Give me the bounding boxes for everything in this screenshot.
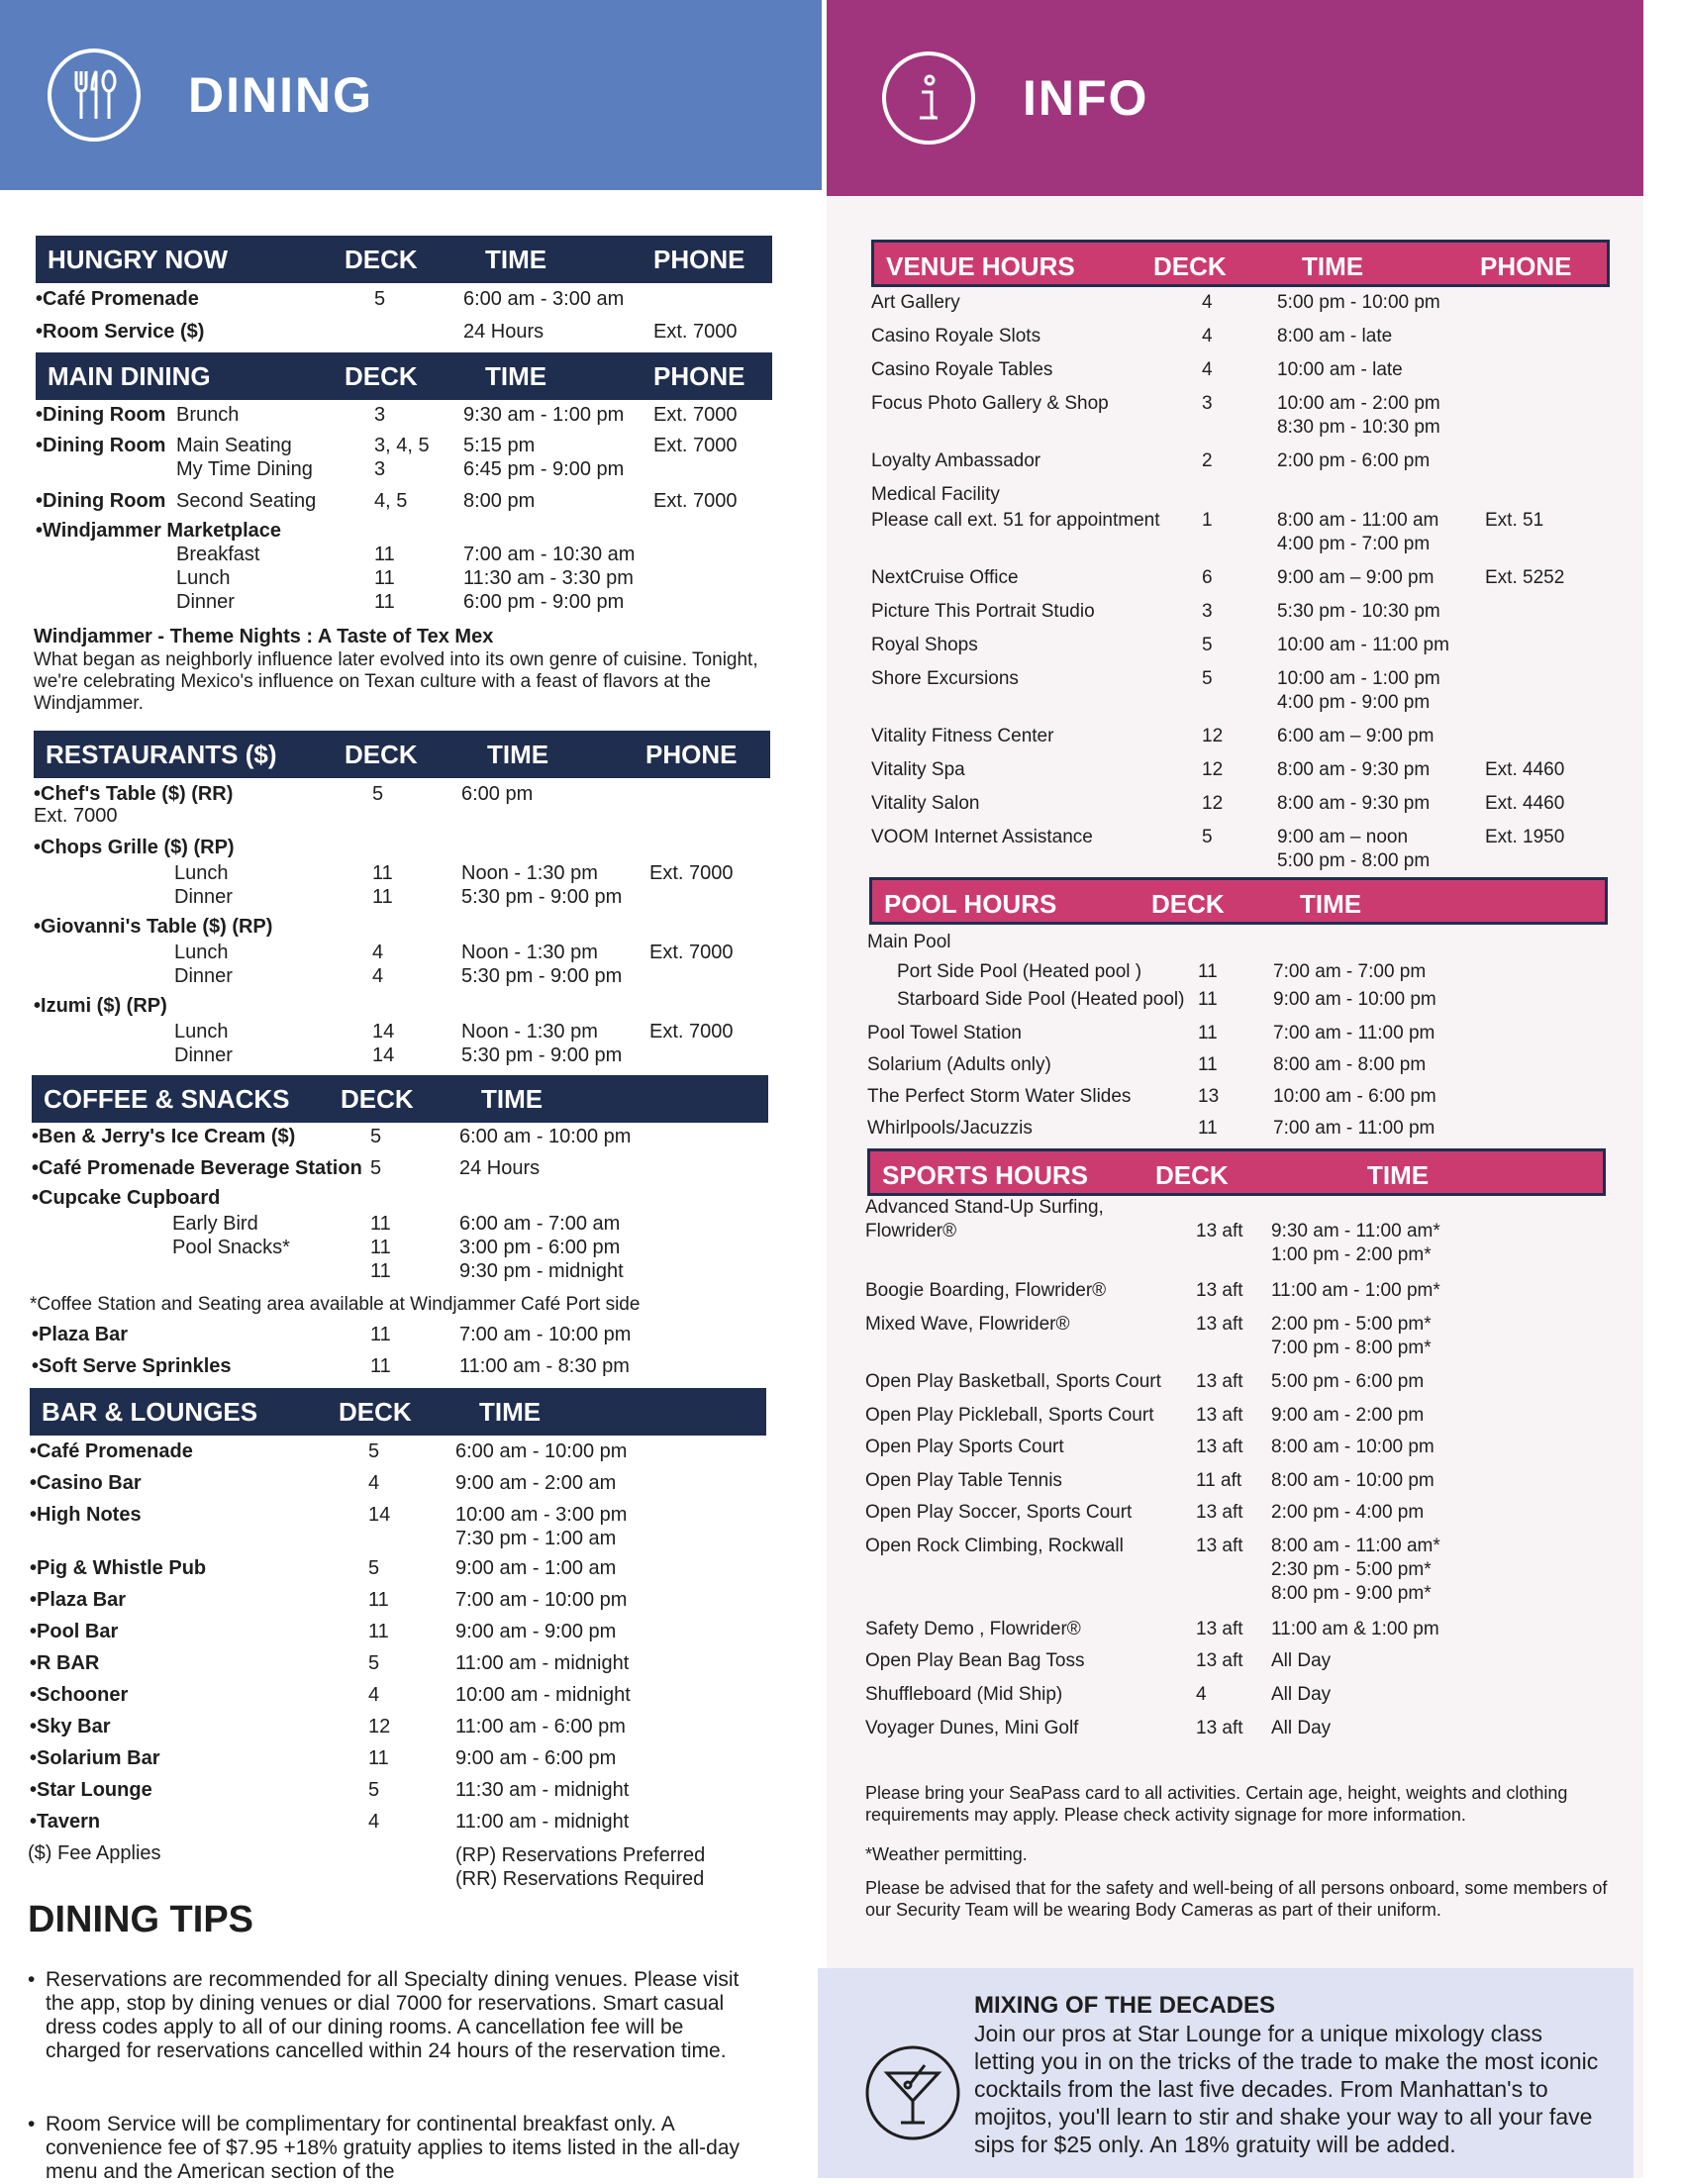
venue-name: Casino Royale Slots [871, 326, 1041, 347]
col-deck: DECK [1151, 889, 1225, 919]
time: 9:00 am – 9:00 pm [1277, 567, 1435, 588]
time: 7:00 am - 11:00 pm [1273, 1118, 1436, 1139]
time: 6:00 pm - 9:00 pm [463, 591, 625, 613]
time: Noon - 1:30 pm [461, 1021, 598, 1042]
time: 9:30 am - 1:00 pm [463, 404, 625, 426]
time: Noon - 1:30 pm [461, 942, 598, 963]
time: 5:00 pm - 10:00 pm [1277, 292, 1440, 313]
deck: 14 [372, 1044, 395, 1066]
time: 2:00 pm - 5:00 pm* [1271, 1314, 1432, 1335]
deck: 11 [1198, 1118, 1218, 1139]
time: All Day [1271, 1684, 1332, 1705]
meal-label: Dinner [176, 591, 235, 613]
deck: 11 [372, 886, 393, 908]
venue-name: Whirlpools/Jacuzzis [867, 1118, 1033, 1139]
deck: 5 [368, 1440, 380, 1462]
time: 8:00 pm - 9:00 pm* [1271, 1583, 1432, 1604]
deck: 11 [1198, 1054, 1218, 1075]
dining-tip [28, 1968, 760, 2063]
venue-name: • Dining Room [36, 403, 165, 427]
venue-name: • Pool Bar [30, 1620, 118, 1643]
venue-name: • Plaza Bar [30, 1588, 126, 1612]
time: 6:00 am - 3:00 am [463, 288, 625, 310]
time: 24 Hours [463, 321, 544, 343]
section-title: VENUE HOURS [886, 251, 1075, 281]
time: 7:00 pm - 8:00 pm* [1271, 1338, 1432, 1358]
col-phone: PHONE [1480, 251, 1572, 281]
phone: Ext. 7000 [653, 321, 738, 343]
deck: 11 [1198, 1023, 1218, 1043]
dining-tip-text: • Room Service will be complimentary for continental breakfast only. A convenience fee of $7.95 +18% gratuity applies to items listed in the all-day menu and the American section of the [46, 2113, 741, 2183]
deck: 12 [1202, 759, 1224, 780]
venue-name: • Café Promenade Beverage Station [32, 1156, 362, 1180]
venue-name: • Chops Grille ($) (RP) [34, 836, 235, 859]
col-time: TIME [1302, 251, 1364, 281]
deck: 3 [1202, 601, 1213, 622]
time: 10:00 am - 2:00 pm [1277, 393, 1440, 414]
col-time: TIME [1300, 889, 1362, 919]
time: 9:00 am - 2:00 pm [1271, 1405, 1425, 1426]
meal-label: Lunch [174, 942, 229, 963]
venue-name: VOOM Internet Assistance [871, 827, 1093, 847]
section-title: COFFEE & SNACKS [44, 1084, 290, 1114]
deck: 11 [368, 1747, 389, 1769]
meal-label: Main Seating [176, 435, 292, 456]
time: 8:00 am - 9:30 pm [1277, 759, 1431, 780]
deck: 3 [1202, 393, 1213, 414]
theme-nights-text: What began as neighborly influence later evolved into its own genre of cuisine. Tonight, we're celebrating Mexico's influence on Texan culture with a feast of flavors at the Windjammer. [34, 649, 758, 714]
meal-label: Dinner [174, 886, 233, 908]
time: 9:30 am - 11:00 am* [1271, 1221, 1440, 1241]
meal-label: Breakfast [176, 544, 260, 565]
time: 7:00 am - 10:00 pm [459, 1324, 632, 1345]
theme-nights-title: Windjammer - Theme Nights : A Taste of Tex Mex [34, 626, 494, 647]
deck: 5 [370, 1126, 382, 1147]
section-title: HUNGRY NOW [48, 245, 228, 274]
restaurants-header [34, 731, 770, 778]
venue-name: NextCruise Office [871, 567, 1019, 588]
deck: 4 [1196, 1684, 1207, 1705]
venue-name: • Sky Bar [30, 1715, 111, 1738]
time: 5:15 pm [463, 435, 536, 456]
deck: 13 aft [1196, 1619, 1243, 1639]
activity-name: Open Play Soccer, Sports Court [865, 1502, 1133, 1523]
deck: 11 aft [1196, 1470, 1242, 1491]
deck: 4 [372, 965, 384, 987]
time: 9:00 am - 10:00 pm [1273, 989, 1436, 1010]
deck: 4 [372, 942, 384, 963]
time: 9:00 am - 2:00 am [455, 1472, 617, 1494]
main-dining-header [36, 352, 772, 400]
venue-name: • Giovanni's Table ($) (RP) [34, 915, 272, 939]
time: 11:00 am - midnight [455, 1811, 630, 1833]
time: 9:00 am - 6:00 pm [455, 1747, 617, 1769]
dining-title: DINING [188, 67, 373, 123]
time: 10:00 am - midnight [455, 1684, 631, 1706]
deck: 4 [368, 1472, 380, 1494]
activity-name: Open Play Table Tennis [865, 1470, 1062, 1491]
time: 6:00 am – 9:00 pm [1277, 726, 1435, 746]
time: 7:00 am - 11:00 pm [1273, 1023, 1436, 1043]
time: 5:30 pm - 9:00 pm [461, 886, 623, 908]
activity-name: Open Play Basketball, Sports Court [865, 1371, 1161, 1392]
time: 3:00 pm - 6:00 pm [459, 1237, 621, 1258]
security-note: Please be advised that for the safety and well-being of all persons onboard, some members of our Security Team will be wearing Body Cameras as part of their uniform. [865, 1878, 1608, 1920]
deck: 11 [374, 567, 395, 589]
venue-name: • Tavern [30, 1810, 100, 1834]
phone: Ext. 7000 [649, 1021, 734, 1042]
rr-note: (RR) Reservations Required [455, 1868, 705, 1890]
venue-name: Art Gallery [871, 292, 960, 313]
venue-hours-header [871, 240, 1610, 287]
time: 6:00 pm [461, 783, 534, 805]
phone: Ext. 7000 [649, 862, 734, 884]
venue-name: Focus Photo Gallery & Shop [871, 393, 1109, 414]
venue-name: Vitality Salon [871, 793, 980, 814]
meal-label: Dinner [174, 965, 233, 987]
deck: 4 [1202, 326, 1213, 347]
deck: 13 aft [1196, 1437, 1243, 1457]
deck: 11 [370, 1213, 391, 1235]
section-title: SPORTS HOURS [882, 1160, 1089, 1190]
time: 5:30 pm - 9:00 pm [461, 1044, 623, 1066]
venue-name: Main Pool [867, 932, 951, 952]
venue-name: • Café Promenade [30, 1439, 193, 1463]
time: 8:00 pm [463, 490, 536, 512]
meal-label: Brunch [176, 404, 240, 426]
phone: Ext. 1950 [1485, 827, 1565, 847]
venue-name: Medical Facility [871, 484, 1000, 505]
deck: 11 [1198, 989, 1218, 1010]
meal-label: Pool Snacks* [172, 1237, 290, 1258]
venue-name: Pool Towel Station [867, 1023, 1022, 1043]
venue-name: • Plaza Bar [32, 1323, 128, 1346]
activity-name: Open Play Bean Bag Toss [865, 1650, 1085, 1671]
activity-name: Safety Demo , Flowrider® [865, 1619, 1081, 1639]
time: 2:00 pm - 4:00 pm [1271, 1502, 1425, 1523]
time: 11:00 am - 1:00 pm* [1271, 1280, 1440, 1301]
venue-name: • Chef's Table ($) (RR) [34, 782, 233, 806]
deck: 3 [374, 458, 386, 480]
time: 9:00 am – noon [1277, 827, 1409, 847]
phone: Ext. 7000 [34, 805, 118, 827]
deck: 11 [370, 1324, 391, 1345]
time: 10:00 am - 1:00 pm [1277, 668, 1440, 689]
deck: 13 aft [1196, 1280, 1243, 1301]
time: 10:00 am - 3:00 pm [455, 1504, 628, 1526]
activity-name: Advanced Stand-Up Surfing, [865, 1197, 1104, 1218]
deck: 2 [1202, 450, 1213, 471]
venue-name: • Schooner [30, 1683, 128, 1707]
time: 9:00 am - 1:00 am [455, 1557, 617, 1579]
deck: 13 aft [1196, 1536, 1243, 1556]
deck: 14 [368, 1504, 391, 1526]
time: 6:00 am - 7:00 am [459, 1213, 621, 1235]
info-banner [827, 0, 1643, 196]
section-title: POOL HOURS [884, 889, 1057, 919]
deck: 5 [368, 1652, 380, 1674]
col-time: TIME [1367, 1160, 1430, 1190]
time: 11:00 am - 6:00 pm [455, 1716, 626, 1737]
venue-name: • Solarium Bar [30, 1746, 160, 1770]
col-time: TIME [485, 245, 547, 274]
deck: 4 [1202, 359, 1213, 380]
activity-name: Boogie Boarding, Flowrider® [865, 1280, 1107, 1301]
venue-name: Casino Royale Tables [871, 359, 1053, 380]
time: 10:00 am - late [1277, 359, 1403, 380]
col-deck: DECK [1153, 251, 1227, 281]
activity-name: Flowrider® [865, 1221, 957, 1241]
deck: 13 aft [1196, 1718, 1243, 1738]
coffee-snacks-header [32, 1075, 768, 1123]
venue-name: Starboard Side Pool (Heated pool) [897, 989, 1185, 1010]
section-title: RESTAURANTS ($) [46, 740, 277, 769]
activity-name: Open Play Sports Court [865, 1437, 1064, 1457]
time: 9:30 pm - midnight [459, 1260, 624, 1282]
deck: 5 [1202, 668, 1213, 689]
venue-name: • High Notes [30, 1503, 142, 1527]
meal-label: Lunch [174, 1021, 229, 1042]
section-title: MAIN DINING [48, 361, 211, 391]
deck: 4 [368, 1811, 380, 1833]
venue-name: Port Side Pool (Heated pool ) [897, 961, 1142, 982]
bar-lounges-header [30, 1388, 766, 1436]
dining-tip [28, 2113, 760, 2184]
deck: 11 [368, 1621, 389, 1642]
mixing-title: MIXING OF THE DECADES [974, 1992, 1276, 2019]
time: Noon - 1:30 pm [461, 862, 598, 884]
col-phone: PHONE [645, 740, 738, 769]
activity-name: Mixed Wave, Flowrider® [865, 1314, 1070, 1335]
phone: Ext. 7000 [653, 435, 738, 456]
venue-name: • Room Service ($) [36, 320, 204, 344]
phone: Ext. 7000 [653, 404, 738, 426]
time: 4:00 pm - 7:00 pm [1277, 534, 1431, 554]
col-deck: DECK [341, 1084, 414, 1114]
time: 2:30 pm - 5:00 pm* [1271, 1559, 1432, 1580]
col-deck: DECK [339, 1397, 412, 1427]
time: 8:30 pm - 10:30 pm [1277, 417, 1440, 438]
deck: 5 [368, 1779, 380, 1801]
pool-hours-header [869, 877, 1608, 925]
deck: 12 [1202, 726, 1224, 746]
phone: Ext. 51 [1485, 510, 1544, 531]
fee-note: ($) Fee Applies [28, 1842, 161, 1864]
time: 6:45 pm - 9:00 pm [463, 458, 625, 480]
time: 8:00 am - 10:00 pm [1271, 1470, 1435, 1491]
venue-name: Loyalty Ambassador [871, 450, 1041, 471]
time: All Day [1271, 1718, 1332, 1738]
rp-note: (RP) Reservations Preferred [455, 1844, 706, 1866]
time: 11:00 am & 1:00 pm [1271, 1619, 1439, 1639]
venue-name: The Perfect Storm Water Slides [867, 1086, 1132, 1107]
venue-name: • Dining Room [36, 434, 165, 457]
deck: 4 [368, 1684, 380, 1706]
time: 7:00 am - 10:00 pm [455, 1589, 628, 1611]
time: 8:00 am - 8:00 pm [1273, 1054, 1427, 1075]
time: 2:00 pm - 6:00 pm [1277, 450, 1431, 471]
deck: 13 aft [1196, 1371, 1243, 1392]
phone: Ext. 7000 [649, 942, 734, 963]
venue-name: • Café Promenade [36, 287, 199, 311]
deck: 11 [370, 1260, 391, 1282]
deck: 11 [370, 1237, 391, 1258]
time: 5:30 pm - 9:00 pm [461, 965, 623, 987]
deck: 5 [1202, 635, 1213, 655]
section-title: BAR & LOUNGES [42, 1397, 258, 1427]
time: 8:00 am - late [1277, 326, 1393, 347]
deck: 13 aft [1196, 1405, 1243, 1426]
time: 11:00 am - midnight [455, 1652, 630, 1674]
venue-name: • Soft Serve Sprinkles [32, 1354, 232, 1378]
fork-knife-spoon-icon [48, 49, 141, 142]
dining-tip-text: • Reservations are recommended for all Specialty dining venues. Please visit the app, stop by dining venues or dial 7000 for reservations. Smart casual dress codes apply to all of our dining rooms. A cancellation fee will be charged for reservations cancelled within 24 hours of the reservation time. [46, 1968, 740, 2062]
time: 8:00 am - 11:00 am* [1271, 1536, 1440, 1556]
time: 11:30 am - 3:30 pm [463, 567, 634, 589]
col-deck: DECK [345, 740, 418, 769]
deck: 5 [370, 1157, 382, 1179]
deck: 14 [372, 1021, 395, 1042]
meal-label: Second Seating [176, 490, 317, 512]
col-time: TIME [481, 1084, 544, 1114]
phone: Ext. 7000 [653, 490, 738, 512]
venue-name: • Izumi ($) (RP) [34, 994, 167, 1018]
time: 7:00 am - 10:30 am [463, 544, 636, 565]
venue-name: • R BAR [30, 1651, 99, 1675]
time: 4:00 pm - 9:00 pm [1277, 692, 1431, 713]
deck: 5 [374, 288, 386, 310]
venue-name: Vitality Fitness Center [871, 726, 1054, 746]
time: 10:00 am - 11:00 pm [1277, 635, 1449, 655]
info-title: INFO [1023, 70, 1149, 126]
meal-label: Lunch [174, 862, 229, 884]
meal-label: Early Bird [172, 1213, 258, 1235]
time: All Day [1271, 1650, 1332, 1671]
info-icon [882, 51, 975, 145]
venue-name: Shore Excursions [871, 668, 1019, 689]
time: 11:30 am - midnight [455, 1779, 630, 1801]
deck: 11 [370, 1355, 391, 1377]
deck: 5 [372, 783, 384, 805]
phone: Ext. 5252 [1485, 567, 1565, 588]
mixing-body: Join our pros at Star Lounge for a unique mixology class letting you in on the tricks of the trade to make the most iconic cocktails from the last five decades. From Manhattan's to mojitos, you'll learn to stir and shake your way to all your fave sips for $25 only. An 18% gratuity will be added. [974, 2021, 1599, 2157]
col-deck: DECK [1155, 1160, 1229, 1190]
time: 5:00 pm - 8:00 pm [1277, 850, 1431, 871]
venue-name: Royal Shops [871, 635, 978, 655]
venue-name: Please call ext. 51 for appointment [871, 510, 1160, 531]
time: 11:00 am - 8:30 pm [459, 1355, 630, 1377]
deck: 4 [1202, 292, 1213, 313]
venue-name: Vitality Spa [871, 759, 965, 780]
col-phone: PHONE [653, 245, 745, 274]
meal-label: My Time Dining [176, 458, 313, 480]
phone: Ext. 4460 [1485, 793, 1565, 814]
deck: 13 aft [1196, 1314, 1243, 1335]
seapass-note: Please bring your SeaPass card to all activities. Certain age, height, weights and clothing requirements may apply. Please check activity signage for more information. [865, 1783, 1568, 1825]
meal-label: Lunch [176, 567, 231, 589]
venue-name: Solarium (Adults only) [867, 1054, 1051, 1075]
venue-name: • Windjammer Marketplace [36, 519, 281, 543]
deck: 11 [374, 544, 395, 565]
phone: Ext. 4460 [1485, 759, 1565, 780]
dining-tips-title: DINING TIPS [28, 1899, 254, 1940]
venue-name: • Star Lounge [30, 1778, 152, 1802]
deck: 13 [1198, 1086, 1220, 1107]
col-deck: DECK [345, 361, 418, 391]
col-phone: PHONE [653, 361, 745, 391]
venue-name: Picture This Portrait Studio [871, 601, 1095, 622]
time: 6:00 am - 10:00 pm [455, 1440, 628, 1462]
deck: 13 aft [1196, 1221, 1243, 1241]
deck: 11 [1198, 961, 1218, 982]
time: 5:00 pm - 6:00 pm [1271, 1371, 1425, 1392]
col-deck: DECK [345, 245, 418, 274]
time: 8:00 am - 10:00 pm [1271, 1437, 1435, 1457]
time: 7:00 am - 7:00 pm [1273, 961, 1427, 982]
venue-name: • Cupcake Cupboard [32, 1186, 220, 1210]
time: 8:00 am - 11:00 am [1277, 510, 1439, 531]
time: 24 Hours [459, 1157, 541, 1179]
dining-banner [0, 0, 822, 190]
time: 9:00 am - 9:00 pm [455, 1621, 617, 1642]
time: 5:30 pm - 10:30 pm [1277, 601, 1440, 622]
coffee-note: *Coffee Station and Seating area available at Windjammer Café Port side [30, 1294, 641, 1315]
time: 6:00 am - 10:00 pm [459, 1126, 632, 1147]
col-time: TIME [479, 1397, 542, 1427]
activity-name: Voyager Dunes, Mini Golf [865, 1718, 1079, 1738]
activity-name: Open Play Pickleball, Sports Court [865, 1405, 1154, 1426]
deck: 5 [1202, 827, 1213, 847]
deck: 4, 5 [374, 490, 408, 512]
activity-name: Shuffleboard (Mid Ship) [865, 1684, 1063, 1705]
deck: 5 [368, 1557, 380, 1579]
venue-name: • Pig & Whistle Pub [30, 1556, 206, 1580]
deck: 1 [1202, 510, 1213, 531]
deck: 12 [1202, 793, 1224, 814]
deck: 3, 4, 5 [374, 435, 430, 456]
activity-name: Open Rock Climbing, Rockwall [865, 1536, 1124, 1556]
deck: 11 [372, 862, 393, 884]
time: 10:00 am - 6:00 pm [1273, 1086, 1436, 1107]
deck: 11 [374, 591, 395, 613]
deck: 12 [368, 1716, 391, 1737]
weather-note: *Weather permitting. [865, 1844, 1028, 1864]
deck: 6 [1202, 567, 1213, 588]
time: 8:00 am - 9:30 pm [1277, 793, 1431, 814]
time: 7:30 pm - 1:00 am [455, 1528, 617, 1549]
hungry-now-header [36, 236, 772, 283]
time: 1:00 pm - 2:00 pm* [1271, 1244, 1432, 1265]
deck: 3 [374, 404, 386, 426]
venue-name: • Ben & Jerry's Ice Cream ($) [32, 1125, 295, 1148]
venue-name: • Dining Room [36, 489, 165, 513]
venue-name: • Casino Bar [30, 1471, 142, 1495]
col-time: TIME [487, 740, 549, 769]
deck: 13 aft [1196, 1650, 1243, 1671]
martini-glass-icon [863, 2043, 962, 2147]
deck: 11 [368, 1589, 389, 1611]
col-time: TIME [485, 361, 547, 391]
meal-label: Dinner [174, 1044, 233, 1066]
sports-hours-header [867, 1148, 1606, 1196]
deck: 13 aft [1196, 1502, 1243, 1523]
